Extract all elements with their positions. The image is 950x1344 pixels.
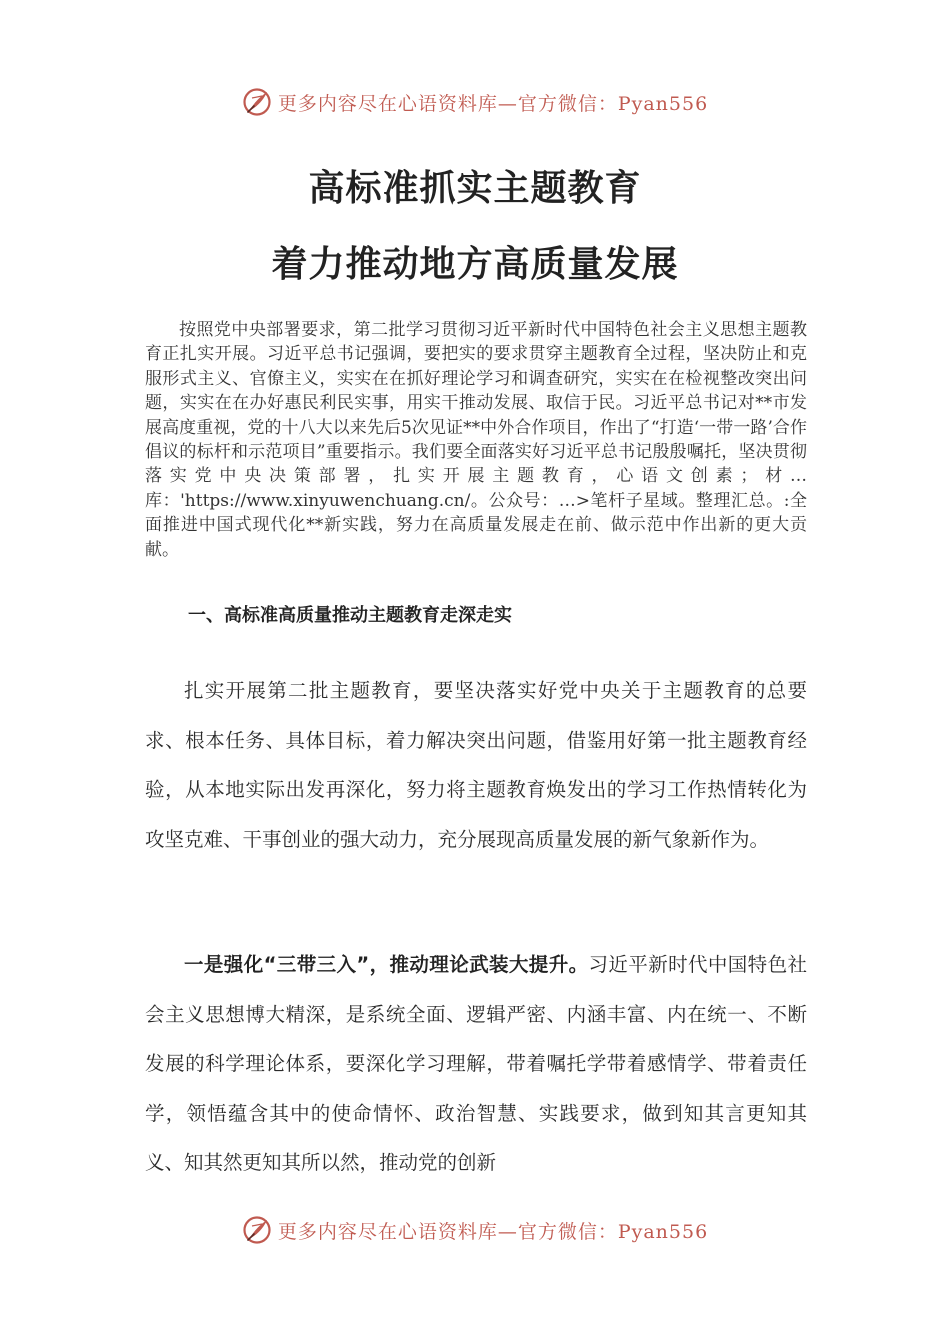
watermark-banner-top [0, 82, 950, 122]
intro-paragraph: 按照党中央部署要求，第二批学习贯彻习近平新时代中国特色社会主义思想主题教育正扎实开展。习近平总书记强调，要把实的要求贯穿主题教育全过程，坚决防止和克服形式主义、官僚主义，实实在在抓好理论学习和调查研究，实实在在检视整改突出问题，实实在在办好惠民利民实事，用实干推动发展、取信于民。习近平总书记对**市发展高度重视，党的十八大以来先后5次见证**中外合作项目，作出了“打造‘一带一路’合作倡议的标杆和示范项目”重要指示。我们要全面落实好习近平总书记殷殷嘱托，坚决贯彻落实党中央决策部署，扎实开展主题教育，心语文创素；材…库：'https://www.xinyuwenchuang.cn/。公众号：…>笔杆子星域。整理汇总。:全面推进中国式现代化**新实践，努力在高质量发展走在前、做示范中作出新的更大贡献。 [145, 320, 807, 560]
quill-logo-icon [242, 1215, 272, 1245]
document-title-line-2: 着力推动地方高质量发展 [271, 244, 679, 285]
paragraph-body-text: 习近平新时代中国特色社会主义思想博大精深，是系统全面、逻辑严密、内涵丰富、内在统一、不断发展的科学理论体系，要深化学习理解，带着嘱托学带着感情学、带着责任学，领悟蕴含其中的使命情怀、政治智慧、实践要求，做到知其言更知其义、知其然更知其所以然，推动党的创新 [145, 953, 807, 1175]
body-paragraph-1: 扎实开展第二批主题教育，要坚决落实好党中央关于主题教育的总要求、根本任务、具体目标，着力解决突出问题，借鉴用好第一批主题教育经验，从本地实际出发再深化，努力将主题教育焕发出的学习工作热情转化为攻坚克难、干事创业的强大动力，充分展现高质量发展的新气象新作为。 [145, 679, 807, 851]
body-paragraph-2 [145, 940, 807, 1188]
section-heading: 一、高标准高质量推动主题教育走深走实 [188, 605, 512, 626]
watermark-text: 更多内容尽在心语资料库—官方微信：Pyan556 [277, 92, 709, 115]
watermark-text: 更多内容尽在心语资料库—官方微信：Pyan556 [277, 1220, 709, 1243]
document-title-line-1: 高标准抓实主题教育 [308, 168, 642, 209]
watermark-banner-bottom [0, 1210, 950, 1250]
quill-logo-icon [242, 87, 272, 117]
paragraph-lead-bold: 一是强化“三带三入”，推动理论武装大提升。 [184, 953, 589, 976]
